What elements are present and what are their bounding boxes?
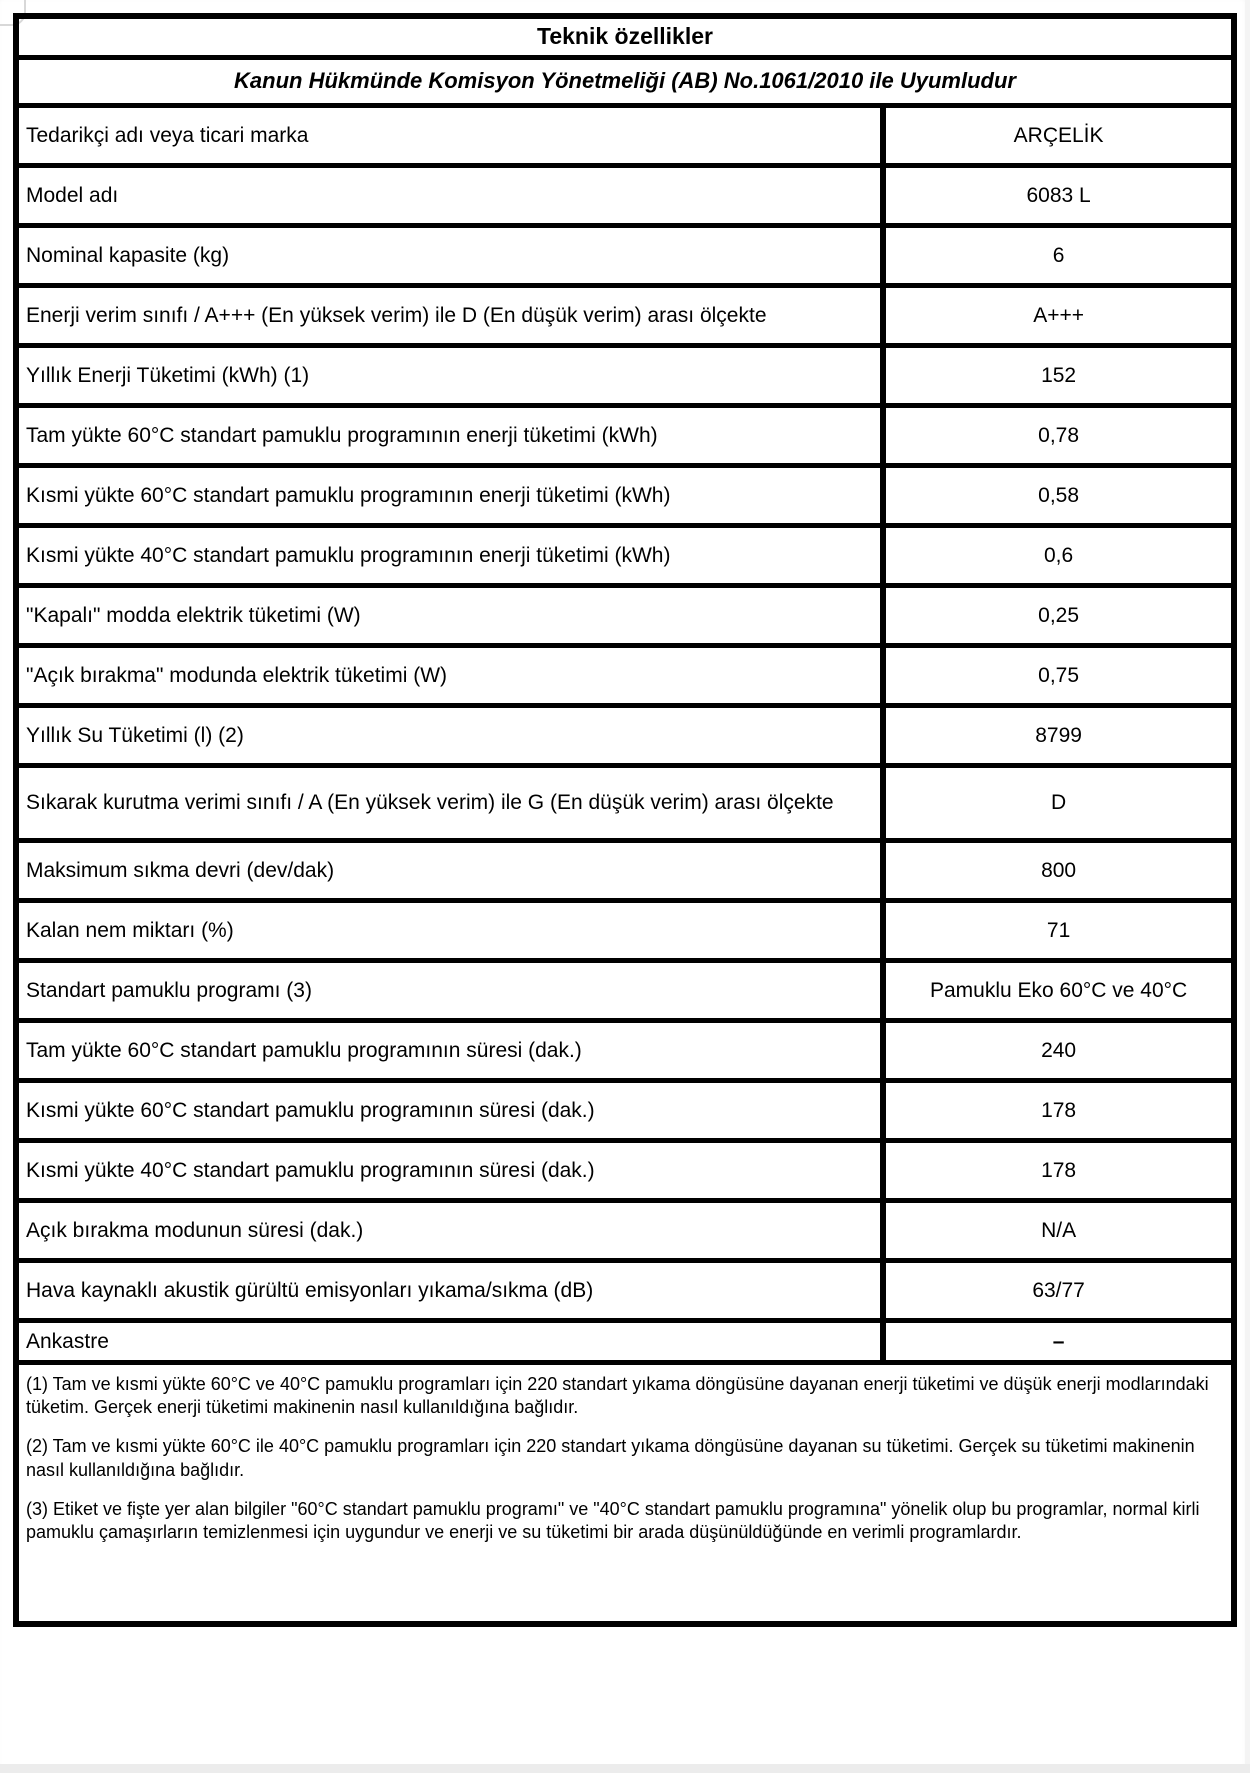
row-label: Model adı xyxy=(16,165,883,225)
row-value: 0,58 xyxy=(883,465,1234,525)
row-label: Kalan nem miktarı (%) xyxy=(16,900,883,960)
footnote: (1) Tam ve kısmi yükte 60°C ve 40°C pamuklu programları için 220 standart yıkama döngüsüne dayanan enerji tüketimi ve düşük enerji modlarındaki tüketim. Gerçek enerji tüketimi makinenin nasıl kullanıldığına bağlıdır. xyxy=(26,1373,1209,1418)
row-value: D xyxy=(883,765,1234,840)
table-row xyxy=(16,705,1234,765)
table-row xyxy=(16,405,1234,465)
table-row xyxy=(16,1200,1234,1260)
compliance-row xyxy=(16,57,1234,105)
row-value: 6083 L xyxy=(883,165,1234,225)
row-label: Hava kaynaklı akustik gürültü emisyonları yıkama/sıkma (dB) xyxy=(16,1260,883,1320)
row-label: Yıllık Enerji Tüketimi (kWh) (1) xyxy=(16,345,883,405)
row-label: Sıkarak kurutma verimi sınıfı / A (En yüksek verim) ile G (En düşük verim) arası ölçekte xyxy=(16,765,883,840)
page-title: Teknik özellikler xyxy=(16,16,1234,57)
table-row xyxy=(16,225,1234,285)
row-value: 71 xyxy=(883,900,1234,960)
row-value: 800 xyxy=(883,840,1234,900)
row-label: Nominal kapasite (kg) xyxy=(16,225,883,285)
row-value: N/A xyxy=(883,1200,1234,1260)
table-row xyxy=(16,900,1234,960)
table-row xyxy=(16,1260,1234,1320)
row-value: 0,78 xyxy=(883,405,1234,465)
row-value: ARÇELİK xyxy=(883,105,1234,165)
row-label: Standart pamuklu programı (3) xyxy=(16,960,883,1020)
table-row xyxy=(16,765,1234,840)
row-label: Maksimum sıkma devri (dev/dak) xyxy=(16,840,883,900)
table-row xyxy=(16,1140,1234,1200)
footnotes-block xyxy=(16,1362,1234,1624)
footnotes-row xyxy=(16,1362,1234,1624)
row-label: Kısmi yükte 60°C standart pamuklu programının süresi (dak.) xyxy=(16,1080,883,1140)
compliance-note: Kanun Hükmünde Komisyon Yönetmeliği (AB) No.1061/2010 ile Uyumludur xyxy=(16,57,1234,105)
row-value: 0,75 xyxy=(883,645,1234,705)
table-title-row xyxy=(16,16,1234,57)
row-value: Pamuklu Eko 60°C ve 40°C xyxy=(883,960,1234,1020)
row-label: Enerji verim sınıfı / A+++ (En yüksek verim) ile D (En düşük verim) arası ölçekte xyxy=(16,285,883,345)
table-row xyxy=(16,285,1234,345)
table-row xyxy=(16,525,1234,585)
row-value: 152 xyxy=(883,345,1234,405)
page-edge-right xyxy=(1245,0,1250,1773)
row-label: Açık bırakma modunun süresi (dak.) xyxy=(16,1200,883,1260)
row-label: "Açık bırakma" modunda elektrik tüketimi (W) xyxy=(16,645,883,705)
row-value: – xyxy=(883,1320,1234,1362)
footnote: (3) Etiket ve fişte yer alan bilgiler "60°C standart pamuklu programı" ve "40°C standart pamuklu programına" yönelik olup bu programlar, normal kirli pamuklu çamaşırların temizlenmesi için uygundur ve enerji ve su tüketimi bir arada düşünüldüğünde en verimli programlardır. xyxy=(26,1498,1200,1543)
table-row xyxy=(16,165,1234,225)
row-value: 8799 xyxy=(883,705,1234,765)
table-row xyxy=(16,1020,1234,1080)
row-value: 0,25 xyxy=(883,585,1234,645)
table-row xyxy=(16,585,1234,645)
table-row xyxy=(16,840,1234,900)
footnote: (2) Tam ve kısmi yükte 60°C ile 40°C pamuklu programları için 220 standart yıkama döngüsüne dayanan su tüketimi. Gerçek su tüketimi makinenin nasıl kullanıldığına bağlıdır. xyxy=(26,1436,1195,1480)
row-value: 63/77 xyxy=(883,1260,1234,1320)
row-value: 6 xyxy=(883,225,1234,285)
row-value: A+++ xyxy=(883,285,1234,345)
row-label: Ankastre xyxy=(16,1320,883,1362)
row-label: Tam yükte 60°C standart pamuklu programının süresi (dak.) xyxy=(16,1020,883,1080)
page-edge-bottom xyxy=(0,1764,1250,1773)
row-label: Kısmi yükte 40°C standart pamuklu programının süresi (dak.) xyxy=(16,1140,883,1200)
row-label: Kısmi yükte 40°C standart pamuklu programının enerji tüketimi (kWh) xyxy=(16,525,883,585)
table-row xyxy=(16,105,1234,165)
row-value: 178 xyxy=(883,1080,1234,1140)
row-label: Tedarikçi adı veya ticari marka xyxy=(16,105,883,165)
spec-rows xyxy=(16,105,1234,1362)
row-label: Tam yükte 60°C standart pamuklu programının enerji tüketimi (kWh) xyxy=(16,405,883,465)
row-value: 0,6 xyxy=(883,525,1234,585)
row-label: "Kapalı" modda elektrik tüketimi (W) xyxy=(16,585,883,645)
row-value: 178 xyxy=(883,1140,1234,1200)
table-row xyxy=(16,465,1234,525)
row-label: Yıllık Su Tüketimi (l) (2) xyxy=(16,705,883,765)
table-row xyxy=(16,1320,1234,1362)
table-row xyxy=(16,645,1234,705)
row-value: 240 xyxy=(883,1020,1234,1080)
table-row xyxy=(16,1080,1234,1140)
row-label: Kısmi yükte 60°C standart pamuklu programının enerji tüketimi (kWh) xyxy=(16,465,883,525)
table-row xyxy=(16,345,1234,405)
spec-table xyxy=(13,13,1237,1627)
table-row xyxy=(16,960,1234,1020)
